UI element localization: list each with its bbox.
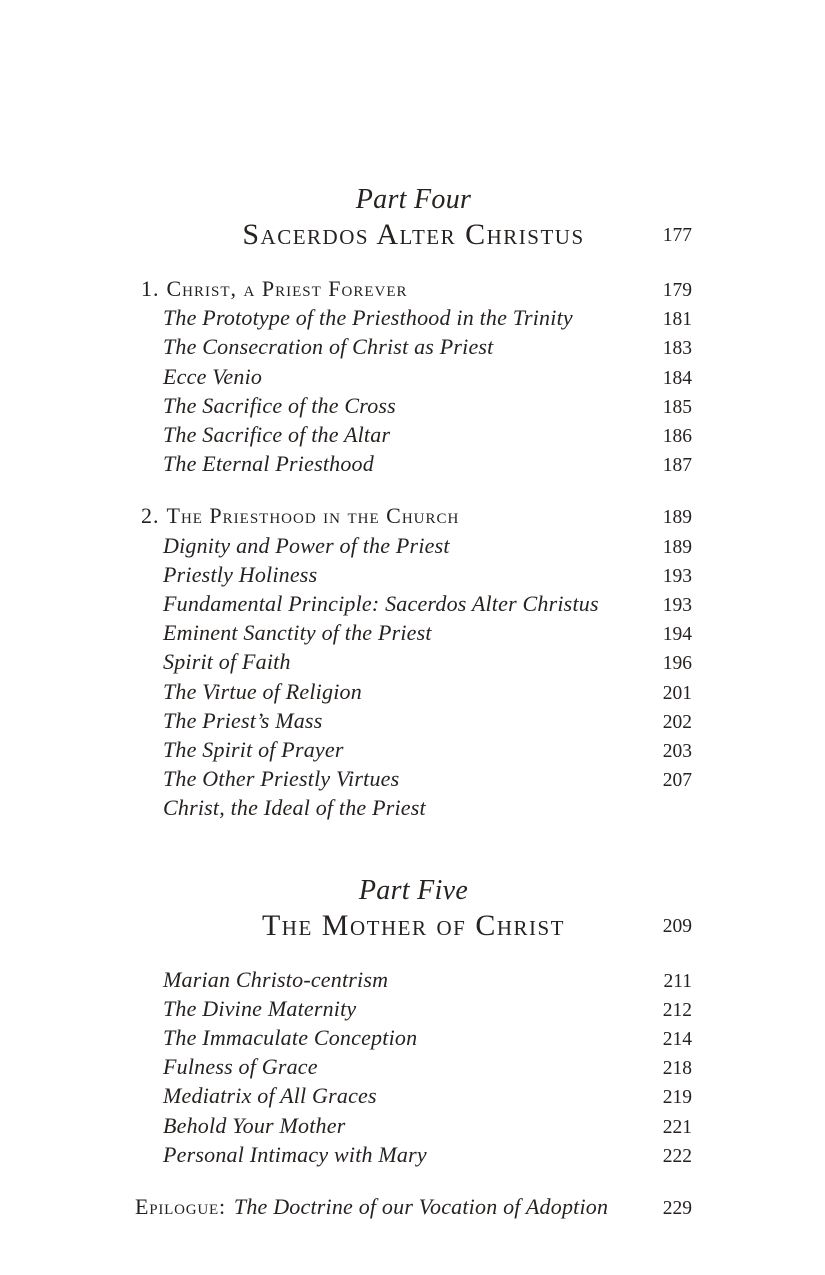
toc-item-row	[135, 532, 692, 561]
toc-item-row	[135, 421, 692, 450]
chapter-list	[135, 275, 692, 822]
part-title: The Mother of Christ	[261, 908, 565, 942]
page-number: 212	[662, 999, 692, 1021]
page-number: 181	[662, 309, 692, 331]
toc-item-row	[135, 707, 692, 736]
page-number: 221	[662, 1116, 692, 1138]
chapter-title	[141, 502, 459, 529]
page-number: 203	[662, 741, 692, 763]
page-number: 189	[662, 507, 692, 529]
item-title: Fundamental Principle: Sacerdos Alter Christus	[163, 591, 599, 617]
item-title: Christ, the Ideal of the Priest	[163, 795, 426, 821]
toc-item-row	[135, 995, 692, 1024]
item-title: Eminent Sanctity of the Priest	[163, 620, 432, 646]
item-title: Mediatrix of All Graces	[163, 1083, 377, 1109]
toc-item-row	[135, 590, 692, 619]
toc-item-row	[135, 648, 692, 677]
chapter-title	[141, 275, 407, 302]
part-page-number: 209	[662, 915, 692, 937]
item-title: The Other Priestly Virtues	[163, 766, 400, 792]
part-heading	[135, 908, 692, 949]
toc-item-row	[135, 1024, 692, 1053]
item-title: Marian Christo-centrism	[163, 966, 389, 992]
page-number: 179	[662, 280, 692, 301]
chapter-block	[135, 502, 692, 821]
page-number: 214	[662, 1029, 692, 1051]
item-title: Priestly Holiness	[163, 561, 318, 587]
item-title: The Priest’s Mass	[163, 707, 323, 733]
toc-item-row	[135, 966, 692, 995]
item-title: The Sacrifice of the Altar	[163, 422, 391, 448]
toc-item-row	[135, 363, 692, 392]
chapter-row	[135, 502, 692, 531]
item-title: The Prototype of the Priesthood in the Trinity	[163, 305, 573, 331]
item-title: Spirit of Faith	[163, 649, 291, 675]
epilogue-title-text: The Doctrine of our Vocation of Adoption	[233, 1194, 609, 1220]
page-number: 222	[662, 1145, 692, 1167]
toc-item-row	[135, 304, 692, 333]
toc-item-row	[135, 765, 692, 794]
toc-item-row	[135, 1053, 692, 1082]
page-number: 189	[662, 536, 692, 558]
part-label: Part Four	[355, 184, 472, 215]
chapter-title-text: Christ, a Priest Forever	[166, 276, 408, 301]
toc-item-row	[135, 1082, 692, 1111]
toc-item-row	[135, 678, 692, 707]
item-title: The Eternal Priesthood	[163, 451, 374, 477]
item-title: Fulness of Grace	[163, 1054, 318, 1080]
page-number: 184	[662, 367, 692, 389]
page-number: 202	[662, 711, 692, 733]
toc-item-row	[135, 450, 692, 479]
part-section	[135, 183, 692, 822]
page-number: 201	[662, 682, 692, 704]
epilogue-row	[135, 1192, 692, 1225]
toc-item-row	[135, 1112, 692, 1141]
item-title: The Immaculate Conception	[163, 1025, 418, 1051]
item-title: The Sacrifice of the Cross	[163, 392, 396, 418]
page-number: 219	[662, 1087, 692, 1109]
item-title: Personal Intimacy with Mary	[163, 1141, 427, 1167]
chapter-number: 2.	[141, 503, 160, 529]
chapter-block	[135, 966, 692, 1170]
page-number: 211	[663, 970, 692, 992]
table-of-contents	[135, 183, 692, 1225]
item-title: Behold Your Mother	[163, 1112, 346, 1138]
toc-item-row	[135, 561, 692, 590]
page-number: 194	[662, 624, 692, 646]
toc-item-row	[135, 736, 692, 765]
chapter-number: 1.	[141, 276, 160, 301]
page-number: 196	[662, 653, 692, 675]
part-page-number: 177	[662, 225, 692, 246]
page-number: 218	[662, 1058, 692, 1080]
page-number: 207	[662, 770, 692, 792]
part-section	[135, 874, 692, 1170]
chapter-row	[135, 275, 692, 304]
page-number: 183	[662, 338, 692, 360]
chapter-title-text: The Priesthood in the Church	[166, 503, 460, 529]
toc-item-row	[135, 333, 692, 362]
toc-item-row	[135, 1141, 692, 1170]
page-number: 187	[662, 455, 692, 477]
item-title: The Consecration of Christ as Priest	[163, 334, 494, 360]
part-title: Sacerdos Alter Christus	[242, 218, 585, 251]
part-label: Part Five	[358, 874, 469, 906]
item-title: Dignity and Power of the Priest	[163, 532, 450, 558]
toc-item-row	[135, 392, 692, 421]
chapter-block	[135, 275, 692, 479]
toc-item-row	[135, 794, 692, 821]
page-number: 193	[662, 565, 692, 587]
item-title: The Spirit of Prayer	[163, 737, 344, 763]
page-number: 186	[662, 426, 692, 448]
chapter-list	[135, 966, 692, 1170]
epilogue-label: Epilogue:	[135, 1194, 226, 1220]
page-number: 185	[662, 396, 692, 418]
epilogue-title	[135, 1192, 608, 1225]
item-title: The Virtue of Religion	[163, 678, 362, 704]
page-number: 229	[662, 1198, 692, 1220]
item-title: Ecce Venio	[163, 363, 263, 389]
page-number: 193	[662, 595, 692, 617]
part-heading	[135, 217, 692, 258]
item-title: The Divine Maternity	[163, 995, 357, 1021]
toc-item-row	[135, 619, 692, 648]
